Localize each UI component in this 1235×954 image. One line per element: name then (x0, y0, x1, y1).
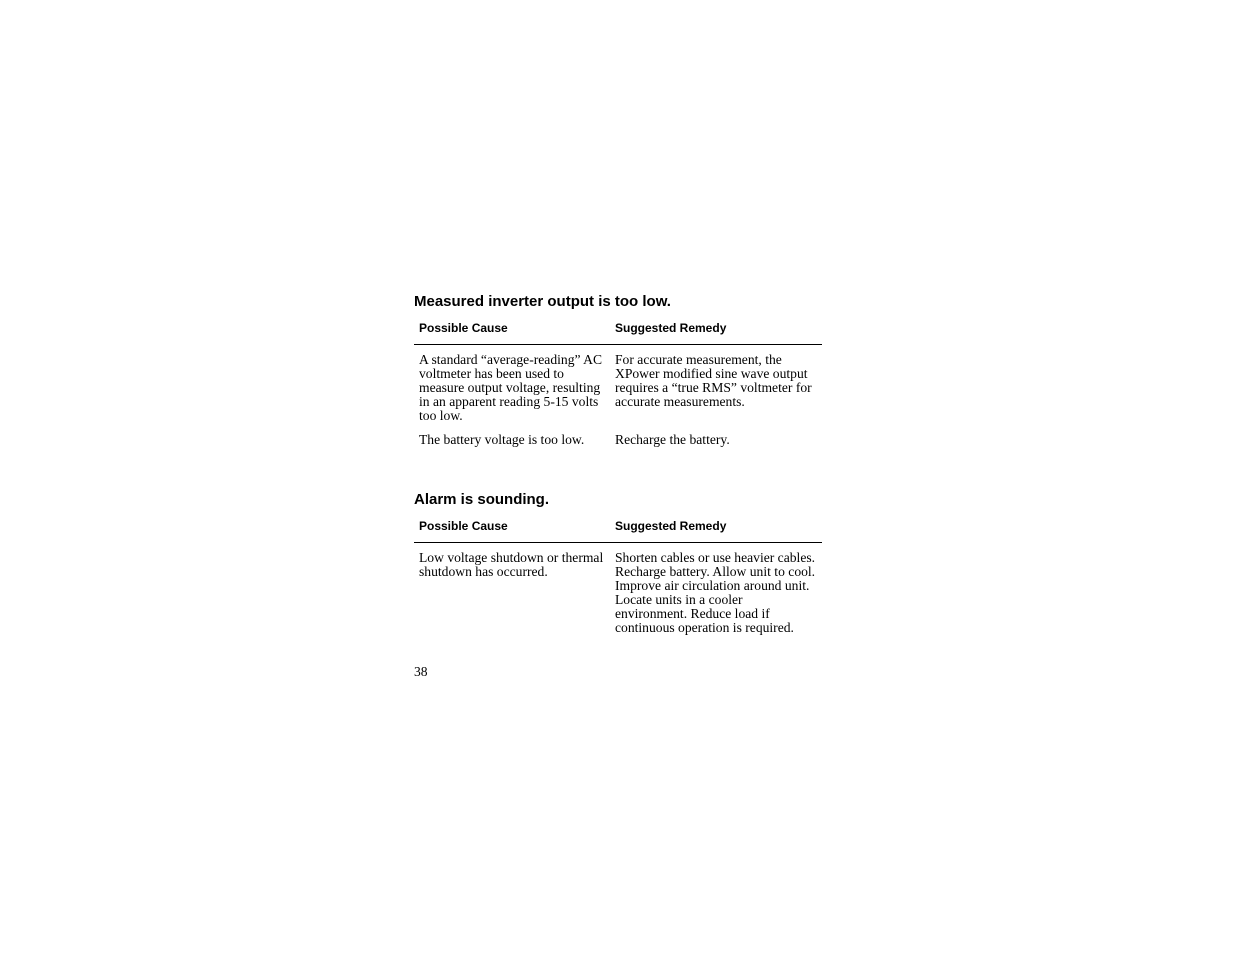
section-title-alarm: Alarm is sounding. (414, 491, 550, 508)
column-header-suggested-remedy: Suggested Remedy (610, 514, 822, 543)
column-header-possible-cause: Possible Cause (414, 316, 610, 345)
cause-cell: A standard “average-reading” AC voltmeter has been used to measure output voltage, resulting in an apparent reading 5-15 volts too low. (419, 352, 603, 423)
remedy-cell: Recharge the battery. (615, 432, 730, 447)
section-spacer (414, 455, 822, 491)
troubleshooting-table-alarm (414, 514, 822, 643)
page-number: 38 (414, 664, 428, 679)
remedy-cell: Shorten cables or use heavier cables. Recharge battery. Allow unit to cool. Improve air circulation around unit. Locate units in a cooler environment. Reduce load if continuous operation is required. (615, 550, 816, 635)
table-row (414, 543, 822, 644)
table-row (414, 431, 822, 455)
document-page (414, 293, 822, 643)
cause-cell: Low voltage shutdown or thermal shutdown has occurred. (419, 550, 604, 579)
section-title-output-low: Measured inverter output is too low. (414, 293, 671, 310)
remedy-cell: For accurate measurement, the XPower modified sine wave output requires a “true RMS” voltmeter for accurate measurements. (615, 352, 812, 409)
table-header-row (414, 316, 822, 345)
table-row (414, 345, 822, 432)
cause-cell: The battery voltage is too low. (419, 432, 585, 447)
troubleshooting-table-output-low (414, 316, 822, 455)
column-header-possible-cause: Possible Cause (414, 514, 610, 543)
column-header-suggested-remedy: Suggested Remedy (610, 316, 822, 345)
table-header-row (414, 514, 822, 543)
